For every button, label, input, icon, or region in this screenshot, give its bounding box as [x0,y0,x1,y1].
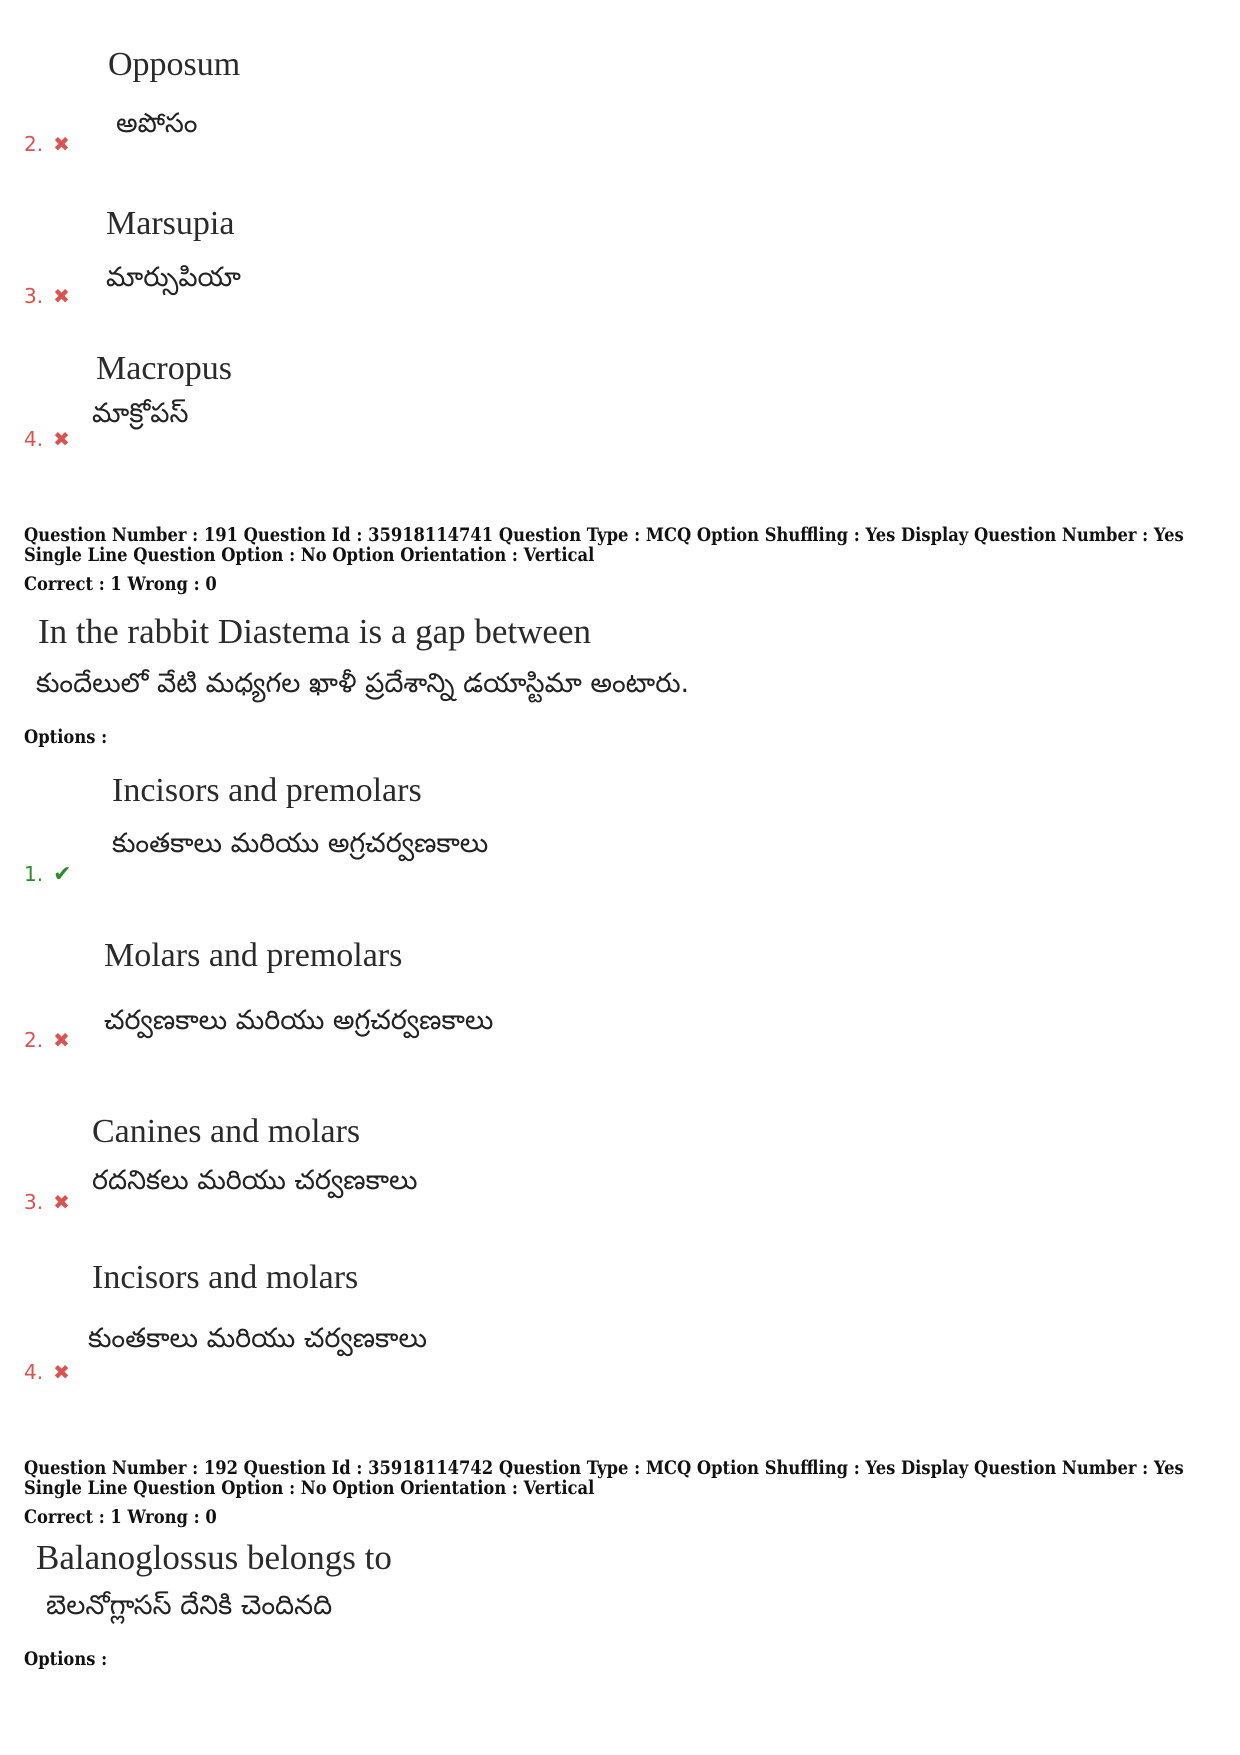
option-1-marker [24,862,72,887]
option-2-english: Opposum [108,46,241,83]
option-4-english: Macropus [96,350,232,387]
cross-icon: ✖ [53,1360,70,1384]
option-number: 3. [24,284,44,308]
question-text-telugu: బెలనోగ్లాసస్ దేనికి చెందినది [46,1590,333,1621]
option-number: 1. [24,862,44,886]
option-2-telugu: చర్వణకాలు మరియు అగ్రచర్వణకాలు [104,1005,494,1036]
option-3-english: Canines and molars [92,1113,361,1150]
question-marks: Correct : 1 Wrong : 0 [24,1506,217,1528]
cross-icon: ✖ [53,427,70,451]
option-3-marker [24,284,70,308]
check-icon: ✔ [53,862,72,887]
option-1-english: Incisors and premolars [112,772,422,809]
option-4-marker [24,427,70,451]
options-label: Options : [24,726,108,748]
option-4-telugu: కుంతకాలు మరియు చర్వణకాలు [88,1323,427,1354]
option-4-telugu: మాక్రోపస్ [92,398,189,429]
option-number: 4. [24,427,44,451]
question-text-english: Balanoglossus belongs to [36,1538,392,1577]
option-2-telugu: అపోసం [116,108,198,139]
question-meta-line2: Single Line Question Option : No Option Orientation : Vertical [24,544,595,566]
question-meta-line2: Single Line Question Option : No Option Orientation : Vertical [24,1477,595,1499]
option-number: 3. [24,1190,44,1214]
cross-icon: ✖ [53,132,70,156]
option-3-english: Marsupia [106,205,235,242]
option-1-telugu: కుంతకాలు మరియు అగ్రచర్వణకాలు [112,828,489,859]
option-2-english: Molars and premolars [104,937,403,974]
option-4-english: Incisors and molars [92,1259,359,1296]
cross-icon: ✖ [53,284,70,308]
question-meta-line1: Question Number : 191 Question Id : 35918114741 Question Type : MCQ Option Shuffling : Yes Display Question Number : Yes [24,524,1184,546]
option-2-marker [24,132,70,156]
option-3-telugu: మార్సుపియా [106,262,241,293]
option-4-marker [24,1360,70,1384]
question-meta-line1: Question Number : 192 Question Id : 35918114742 Question Type : MCQ Option Shuffling : Yes Display Question Number : Yes [24,1457,1184,1479]
option-3-marker [24,1190,70,1214]
options-label: Options : [24,1648,108,1670]
option-number: 2. [24,132,44,156]
option-number: 4. [24,1360,44,1384]
option-number: 2. [24,1028,44,1052]
question-marks: Correct : 1 Wrong : 0 [24,573,217,595]
question-text-telugu: కుందేలులో వేటి మధ్యగల ఖాళీ ప్రదేశాన్ని డయాస్టిమా అంటారు. [36,668,690,699]
option-2-marker [24,1028,70,1052]
question-text-english: In the rabbit Diastema is a gap between [38,612,591,651]
cross-icon: ✖ [53,1028,70,1052]
option-3-telugu: రదనికలు మరియు చర్వణకాలు [92,1165,418,1196]
cross-icon: ✖ [53,1190,70,1214]
